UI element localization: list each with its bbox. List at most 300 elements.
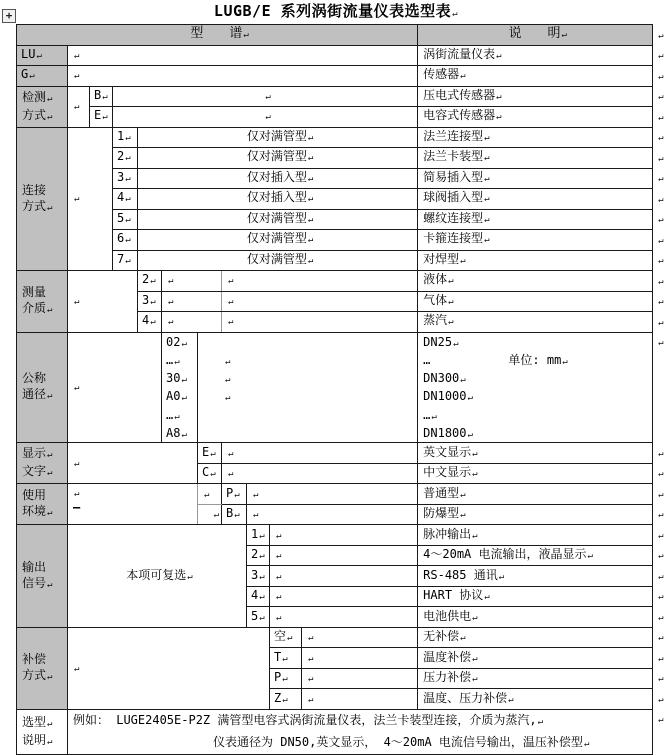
diameter-desc: DN25 [423, 334, 453, 349]
paragraph-mark [46, 89, 52, 107]
code-cell [198, 463, 222, 484]
empty-cell [68, 127, 113, 271]
paragraph-mark [483, 231, 489, 248]
label-line: 连接 [22, 182, 47, 197]
code-text: LU [21, 46, 36, 61]
code-text: T [274, 649, 282, 664]
code-text: B [94, 87, 102, 102]
desc-text: 压电式传感器 [423, 87, 496, 102]
paragraph-mark [73, 190, 79, 207]
desc-cell [418, 545, 653, 566]
paragraph-mark [252, 506, 258, 523]
desc-text: 电容式传感器 [423, 108, 496, 123]
end-of-row-mark [653, 250, 671, 271]
empty-cell [270, 525, 418, 546]
desc-text: 卡箍连接型 [423, 231, 484, 246]
code-text: 1 [117, 128, 125, 143]
diameter-code: A0 [166, 389, 181, 404]
code-text: E [94, 108, 102, 123]
desc-text: RS-485 通讯 [423, 567, 498, 582]
code-text: 空 [274, 629, 287, 644]
desc-text: 传感器 [423, 67, 460, 82]
paragraph-mark [258, 547, 264, 564]
code-text: C [202, 465, 210, 480]
paragraph-mark [149, 293, 155, 310]
paragraph-mark [46, 732, 52, 750]
table-row [17, 443, 671, 464]
desc-text: 对焊型 [423, 251, 460, 266]
paragraph-mark [173, 406, 179, 426]
note-text: 本项可复选 [126, 567, 187, 582]
paragraph-mark [213, 506, 219, 523]
end-of-row-mark [653, 127, 671, 148]
code-text: 2 [117, 149, 125, 164]
paragraph-mark [467, 424, 473, 443]
empty-cell [302, 689, 418, 710]
paragraph-mark [227, 465, 233, 482]
desc-cell [418, 168, 653, 189]
paragraph-mark [46, 667, 52, 685]
paragraph-mark [149, 272, 155, 289]
paragraph-mark [657, 711, 663, 728]
empty-cell [162, 312, 222, 333]
note-cell [138, 127, 418, 148]
empty-cell [302, 648, 418, 669]
desc-text: 普通型 [423, 485, 460, 500]
paragraph-mark [657, 670, 663, 687]
empty-cell [302, 668, 418, 689]
desc-cell [418, 271, 653, 292]
table-row [17, 127, 671, 148]
end-of-row-mark [653, 86, 671, 107]
paragraph-mark [447, 293, 453, 310]
empty-cell [247, 504, 418, 525]
paragraph-mark [227, 313, 233, 330]
empty-cell [247, 484, 418, 505]
note-cell [138, 250, 418, 271]
paragraph-mark [224, 351, 230, 371]
paragraph-mark [73, 293, 79, 310]
desc-cell [418, 148, 653, 169]
end-of-row-mark [653, 545, 671, 566]
desc-cell [418, 127, 653, 148]
paragraph-mark [537, 710, 543, 732]
paragraph-mark [101, 108, 107, 125]
desc-cell [418, 45, 653, 66]
note-text: 仅对满管型 [246, 231, 307, 246]
paragraph-mark [307, 252, 313, 269]
end-of-row-mark [653, 230, 671, 251]
paragraph-mark [459, 506, 465, 523]
paragraph-mark [46, 503, 52, 521]
table-row [17, 107, 671, 128]
end-of-row-mark [653, 525, 671, 546]
table-row [17, 148, 671, 169]
table-row [17, 209, 671, 230]
empty-cell [222, 271, 418, 292]
diameter-code: … [166, 352, 174, 367]
table-row [17, 189, 671, 210]
code-cell [222, 484, 247, 505]
end-of-row-mark [653, 504, 671, 525]
table-move-handle-icon[interactable] [2, 9, 16, 23]
label-line: 信号 [22, 576, 47, 591]
paragraph-mark [46, 463, 52, 481]
paragraph-mark [258, 609, 264, 626]
section-label-connection [17, 127, 68, 271]
label-line: 使用 [22, 488, 47, 503]
paragraph-mark [471, 650, 477, 667]
paragraph-mark [227, 293, 233, 310]
desc-cell [418, 291, 653, 312]
paragraph-mark [286, 629, 292, 646]
paragraph-mark [657, 191, 663, 208]
table-row [17, 230, 671, 251]
paragraph-mark [173, 351, 179, 371]
section-label-compensation [17, 627, 68, 709]
paragraph-mark [209, 445, 215, 462]
section-label-display [17, 443, 68, 484]
desc-text: 蒸汽 [423, 313, 448, 328]
paragraph-mark [281, 691, 287, 708]
paragraph-mark [657, 273, 663, 290]
paragraph-mark [459, 486, 465, 503]
paragraph-mark [307, 211, 313, 228]
end-of-row-mark [653, 566, 671, 587]
paragraph-mark [124, 129, 130, 146]
desc-cell [418, 230, 653, 251]
paragraph-mark [46, 445, 52, 463]
code-cell [247, 525, 270, 546]
paragraph-mark [73, 98, 79, 115]
paragraph-mark [657, 27, 663, 44]
code-cell [270, 689, 302, 710]
paragraph-mark [459, 67, 465, 84]
code-text: 2 [251, 547, 259, 562]
code-cell [113, 148, 138, 169]
note-text: 仅对满管型 [246, 210, 307, 225]
paragraph-mark [587, 547, 593, 564]
table-row [17, 271, 671, 292]
code-cell [113, 250, 138, 271]
code-cell [247, 566, 270, 587]
empty-cell [222, 443, 418, 464]
paragraph-mark [224, 387, 230, 407]
paragraph-mark [73, 660, 79, 677]
label-line: 显示 [22, 446, 47, 461]
end-of-row-mark [653, 45, 671, 66]
desc-text: 简易插入型 [423, 169, 484, 184]
empty-cell [68, 66, 418, 87]
table-row [17, 86, 671, 107]
paragraph-mark [275, 588, 281, 605]
paragraph-mark [224, 369, 230, 389]
end-of-row-mark [653, 648, 671, 669]
code-cell [113, 209, 138, 230]
paragraph-mark [307, 149, 313, 166]
code-text: 2 [142, 272, 150, 287]
paragraph-mark [483, 588, 489, 605]
paragraph-mark [227, 445, 233, 462]
example-line: 仪表通径为 DN50,英文显示， 4～20mA 电流信号输出，温压补偿型 [213, 734, 583, 749]
table-row [17, 332, 671, 443]
note-cell [138, 148, 418, 169]
code-text: 3 [117, 169, 125, 184]
label-line: 公称 [22, 371, 47, 386]
desc-text: 液体 [423, 272, 448, 287]
desc-text: HART 协议 [423, 588, 484, 603]
paragraph-mark [180, 387, 186, 407]
paragraph-mark [258, 527, 264, 544]
paragraph-mark [227, 272, 233, 289]
label-line: 说明 [22, 732, 47, 747]
code-cell [138, 271, 162, 292]
paragraph-mark [452, 333, 458, 353]
desc-cell [418, 107, 653, 128]
paragraph-mark [657, 88, 663, 105]
end-of-row-mark [653, 463, 671, 484]
paragraph-mark [233, 486, 239, 503]
desc-cell [418, 566, 653, 587]
column-header-desc [418, 25, 653, 46]
label-line: 输出 [22, 560, 47, 575]
paragraph-mark [180, 369, 186, 389]
paragraph-mark [561, 351, 567, 371]
note-text: 仅对满管型 [246, 149, 307, 164]
empty-cell [198, 504, 222, 525]
paragraph-mark [657, 650, 663, 667]
empty-cell [222, 291, 418, 312]
note-text: 仅对插入型 [246, 190, 307, 205]
desc-text: 电池供电 [423, 608, 472, 623]
paragraph-mark [180, 424, 186, 443]
paragraph-mark [657, 314, 663, 331]
selection-table [16, 24, 671, 755]
table-row [17, 627, 671, 648]
dash-mark: — [73, 500, 80, 515]
paragraph-mark [507, 691, 513, 708]
desc-text: 球阀插入型 [423, 190, 484, 205]
empty-cell [113, 86, 418, 107]
code-text: Z [274, 690, 282, 705]
code-cell [90, 107, 113, 128]
diameter-desc: … [423, 407, 431, 422]
paragraph-mark [307, 629, 313, 646]
code-text: B [226, 506, 234, 521]
paragraph-mark [46, 386, 52, 404]
diameter-desc: DN1000 [423, 389, 467, 404]
code-text: G [21, 67, 29, 82]
end-of-row-mark [653, 168, 671, 189]
diameter-code: 30 [166, 371, 181, 386]
paragraph-mark [560, 26, 566, 43]
code-cell [247, 586, 270, 607]
label-line: 选型 [22, 714, 47, 729]
paragraph-mark [28, 67, 34, 84]
paragraph-mark [167, 313, 173, 330]
paragraph-mark [307, 190, 313, 207]
paragraph-mark [264, 108, 270, 125]
paragraph-mark [657, 252, 663, 269]
paragraph-mark [657, 506, 663, 523]
paragraph-mark [46, 198, 52, 216]
paragraph-mark [459, 252, 465, 269]
end-of-row-mark [653, 312, 671, 333]
desc-cell [418, 484, 653, 505]
note-text: 仅对满管型 [246, 128, 307, 143]
desc-cell [418, 86, 653, 107]
empty-cell [68, 271, 138, 333]
end-of-row-mark [653, 271, 671, 292]
page-title [0, 0, 672, 24]
paragraph-mark [657, 527, 663, 544]
paragraph-mark [46, 300, 52, 318]
desc-text: 防爆型 [423, 506, 460, 521]
label-line: 测量 [22, 285, 47, 300]
environment-note-cell [68, 484, 198, 525]
table-row [17, 168, 671, 189]
paragraph-mark [471, 527, 477, 544]
paragraph-mark [124, 231, 130, 248]
paragraph-mark [209, 465, 215, 482]
paragraph-mark [180, 333, 186, 353]
note-cell [138, 209, 418, 230]
paragraph-mark [657, 629, 663, 646]
desc-cell [418, 648, 653, 669]
paragraph-mark [35, 47, 41, 64]
end-of-row-mark [653, 689, 671, 710]
desc-text: 法兰连接型 [423, 128, 484, 143]
paragraph-mark [483, 170, 489, 187]
end-of-row-mark [653, 484, 671, 505]
desc-cell [418, 607, 653, 628]
empty-cell [270, 607, 418, 628]
paragraph-mark [281, 670, 287, 687]
empty-cell [68, 86, 90, 127]
desc-cell [418, 689, 653, 710]
code-cell [113, 230, 138, 251]
paragraph-mark [258, 568, 264, 585]
diameter-desc: … [423, 352, 431, 367]
paragraph-mark [657, 68, 663, 85]
paragraph-mark [258, 588, 264, 605]
paragraph-mark [471, 670, 477, 687]
paragraph-mark [657, 609, 663, 626]
code-cell [270, 627, 302, 648]
paragraph-mark [657, 588, 663, 605]
paragraph-mark [657, 334, 663, 351]
end-of-row-mark [653, 189, 671, 210]
empty-cell [302, 627, 418, 648]
paragraph-mark [459, 629, 465, 646]
code-cell [247, 607, 270, 628]
end-of-row-mark [653, 627, 671, 648]
paragraph-mark [307, 691, 313, 708]
paragraph-mark [73, 47, 79, 64]
code-text: 4 [142, 313, 150, 328]
paragraph-mark [167, 293, 173, 310]
code-text: P [226, 485, 234, 500]
end-of-row-mark [653, 668, 671, 689]
end-of-row-mark [653, 607, 671, 628]
paragraph-mark [307, 231, 313, 248]
example-line: 例如： LUGE2405E-P2Z 满管型电容式涡街流量仪表，法兰卡装型连接，介质为蒸汽, [73, 712, 537, 727]
paragraph-mark [46, 575, 52, 593]
desc-cell [418, 586, 653, 607]
paragraph-mark [233, 506, 239, 523]
code-cell [90, 86, 113, 107]
paragraph-mark [657, 691, 663, 708]
code-cell [270, 648, 302, 669]
table-row [17, 709, 671, 754]
end-of-row-mark [653, 66, 671, 87]
end-of-row-mark [653, 586, 671, 607]
note-text: 仅对满管型 [246, 251, 307, 266]
diameter-code: … [166, 407, 174, 422]
paragraph-mark [657, 47, 663, 64]
paragraph-mark [471, 465, 477, 482]
code-text: 4 [117, 190, 125, 205]
code-text: 5 [117, 210, 125, 225]
section-label-output [17, 525, 68, 628]
code-text: 6 [117, 231, 125, 246]
paragraph-mark [657, 445, 663, 462]
end-of-row-mark [653, 709, 671, 754]
end-of-row-mark [653, 443, 671, 464]
empty-cell [198, 484, 222, 505]
paragraph-mark [498, 568, 504, 585]
label-line: 文字 [22, 464, 47, 479]
paragraph-mark [483, 211, 489, 228]
code-cell [113, 127, 138, 148]
diameter-code: A8 [166, 425, 181, 440]
header-type-label: 型 谱 [190, 26, 243, 42]
paragraph-mark [124, 149, 130, 166]
table-row [17, 484, 671, 505]
desc-cell [418, 668, 653, 689]
paragraph-mark [46, 107, 52, 125]
paragraph-mark [124, 190, 130, 207]
table-row [17, 250, 671, 271]
paragraph-mark [447, 272, 453, 289]
empty-cell [222, 463, 418, 484]
diameter-desc: DN1800 [423, 425, 467, 440]
column-header-type [17, 25, 418, 46]
code-text: P [274, 670, 282, 685]
end-of-row-mark [653, 107, 671, 128]
desc-cell [418, 209, 653, 230]
paragraph-mark [307, 170, 313, 187]
empty-cell [68, 332, 162, 443]
empty-cell [68, 443, 198, 484]
table-row [17, 66, 671, 87]
code-text: E [202, 444, 210, 459]
paragraph-mark [657, 568, 663, 585]
paragraph-mark [186, 568, 192, 585]
paragraph-mark [101, 88, 107, 105]
empty-cell [270, 586, 418, 607]
code-cell [138, 291, 162, 312]
diameter-code: 02 [166, 334, 181, 349]
table-row [17, 25, 671, 46]
label-line: 补偿 [22, 652, 47, 667]
paragraph-mark [430, 406, 436, 426]
empty-cell [198, 332, 418, 443]
section-label-selection [17, 709, 68, 754]
desc-cell [418, 627, 653, 648]
desc-text: 无补偿 [423, 629, 460, 644]
label-line: 介质 [22, 301, 47, 316]
